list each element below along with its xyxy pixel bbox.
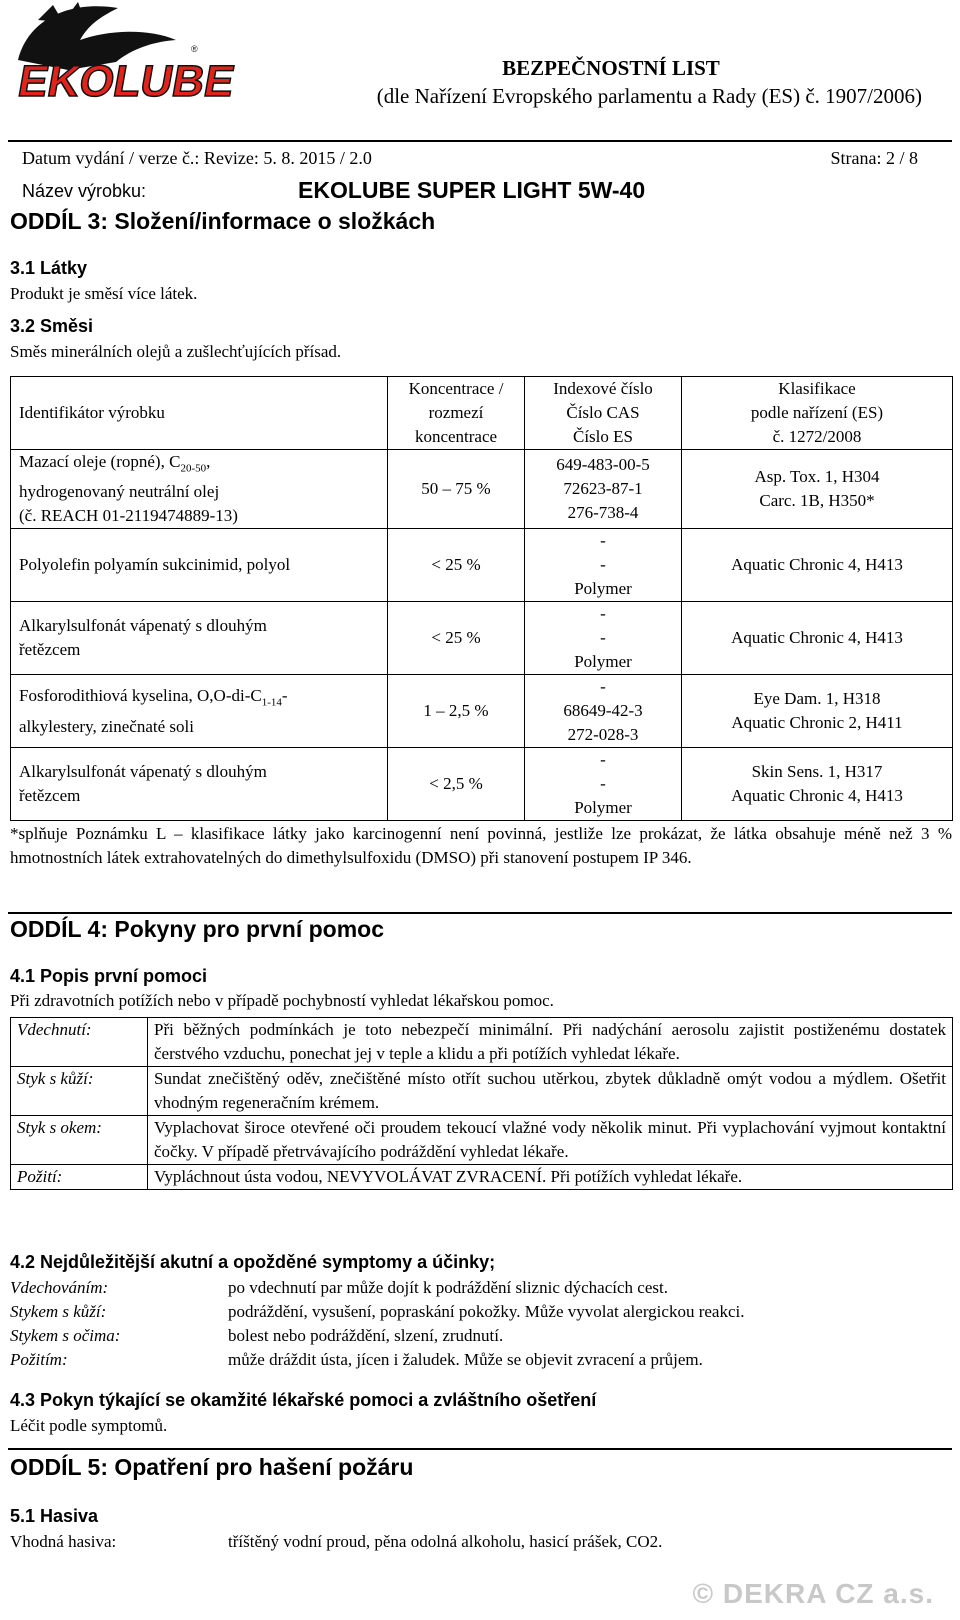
cell-index: - - Polymer bbox=[525, 748, 682, 821]
footer-copyright: © DEKRA CZ a.s. bbox=[692, 1578, 934, 1609]
table-header-row bbox=[11, 377, 953, 450]
symptom-value: může dráždit ústa, jícen i žaludek. Může se objevit zvracení a průjem. bbox=[228, 1350, 703, 1369]
product-label: Název výrobku: bbox=[22, 181, 147, 201]
section31-text: Produkt je směsí více látek. bbox=[10, 284, 198, 303]
section3-heading: ODDÍL 3: Složení/informace o složkách bbox=[10, 208, 436, 234]
table-row bbox=[11, 450, 953, 529]
symptom-key: Stykem s kůží: bbox=[10, 1302, 107, 1321]
cell-class: Asp. Tox. 1, H304 Carc. 1B, H350* bbox=[682, 450, 953, 529]
cell-class: Aquatic Chronic 4, H413 bbox=[682, 529, 953, 602]
aid-key: Vdechnutí: bbox=[11, 1018, 148, 1067]
section43-text: Léčit podle symptomů. bbox=[10, 1416, 168, 1435]
cell-conc: < 25 % bbox=[388, 529, 525, 602]
section-divider bbox=[8, 912, 952, 914]
section43-title: 4.3 Pokyn týkající se okamžité lékařské pomoci a zvláštního ošetření bbox=[10, 1390, 597, 1410]
cell-ident: Fosforodithiová kyselina, $O,O-di-C_{1-14}-$ alkylestery, zinečnaté soli bbox=[11, 675, 388, 748]
section5-heading: ODDÍL 5: Opatření pro hašení požáru bbox=[10, 1454, 414, 1480]
cell-ident: Mazací oleje (ropné), $C_{20-50}$, hydrogenovaný neutrální olej (č. REACH 01-2119474889-13) bbox=[11, 450, 388, 529]
cell-index: - - Polymer bbox=[525, 529, 682, 602]
aid-value: Vyplachovat široce otevřené oči proudem tekoucí vlažné vody několik minut. Při vyplachování vyjmout kontaktní čočky. V případě přetrvávajícího podráždění vyhledat lékaře. bbox=[148, 1116, 953, 1165]
cell-conc: < 2,5 % bbox=[388, 748, 525, 821]
cell-conc: 1 – 2,5 % bbox=[388, 675, 525, 748]
aid-key: Styk s okem: bbox=[11, 1116, 148, 1165]
table-row bbox=[11, 529, 953, 602]
cell-index: - 68649-42-3 272-028-3 bbox=[525, 675, 682, 748]
section51-key: Vhodná hasiva: bbox=[10, 1532, 117, 1551]
header-conc: Koncentrace / rozmezí koncentrace bbox=[388, 377, 525, 450]
section41-text: Při zdravotních potížích nebo v případě pochybností vyhledat lékařskou pomoc. bbox=[10, 991, 554, 1010]
cell-class: Skin Sens. 1, H317 Aquatic Chronic 4, H413 bbox=[682, 748, 953, 821]
symptom-key: Vdechováním: bbox=[10, 1278, 109, 1297]
section41-title: 4.1 Popis první pomoci bbox=[10, 966, 208, 986]
cell-index: - - Polymer bbox=[525, 602, 682, 675]
aid-value: Vypláchnout ústa vodou, NEVYVOLÁVAT ZVRACENÍ. Při potížích vyhledat lékaře. bbox=[148, 1165, 953, 1190]
header-ident: Identifikátor výrobku bbox=[11, 377, 388, 450]
section32-text: Směs minerálních olejů a zušlechťujících přísad. bbox=[10, 342, 342, 361]
table-row bbox=[11, 1116, 953, 1165]
aid-key: Požití: bbox=[11, 1165, 148, 1190]
aid-value: Při běžných podmínkách je toto nebezpečí minimální. Při nadýchání aerosolu zajistit postiženému dostatek čerstvého vzduchu, ponechat jej v teple a klidu a při potížích vyhledat lékaře. bbox=[148, 1018, 953, 1067]
svg-text:®: ® bbox=[191, 44, 198, 54]
table-row bbox=[11, 1067, 953, 1116]
header-class: Klasifikace podle nařízení (ES) č. 1272/2008 bbox=[682, 377, 953, 450]
symptom-key: Požitím: bbox=[10, 1350, 68, 1369]
section32-title: 3.2 Směsi bbox=[10, 316, 94, 336]
svg-text:EKOLUBE: EKOLUBE bbox=[14, 57, 239, 106]
cell-ident: Polyolefin polyamín sukcinimid, polyol bbox=[11, 529, 388, 602]
cell-conc: 50 – 75 % bbox=[388, 450, 525, 529]
footnote: *splňuje Poznámku L – klasifikace látky jako karcinogenní není povinná, jestliže lze prokázat, že látka obsahuje méně než 3 % hmotnostních látek extrahovatelných do dimethylsulfoxidu (DMSO) při stanovení postupem IP 346. bbox=[10, 824, 952, 867]
ekolube-logo bbox=[8, 0, 239, 118]
section-divider bbox=[8, 1448, 952, 1450]
section42-title: 4.2 Nejdůležitější akutní a opožděné symptomy a účinky; bbox=[10, 1252, 496, 1272]
section51-title: 5.1 Hasiva bbox=[10, 1506, 99, 1526]
table-row bbox=[11, 1165, 953, 1190]
table-row bbox=[11, 602, 953, 675]
symptom-key: Stykem s očima: bbox=[10, 1326, 121, 1345]
doc-subtitle: (dle Nařízení Evropského parlamentu a Rady (ES) č. 1907/2006) bbox=[376, 84, 922, 108]
composition-table bbox=[10, 376, 953, 821]
cell-ident: Alkarylsulfonát vápenatý s dlouhým řetězcem bbox=[11, 602, 388, 675]
table-row bbox=[11, 675, 953, 748]
cell-class: Aquatic Chronic 4, H413 bbox=[682, 602, 953, 675]
doc-title: BEZPEČNOSTNÍ LIST bbox=[502, 56, 720, 80]
symptom-value: bolest nebo podráždění, slzení, zrudnutí. bbox=[228, 1326, 504, 1345]
section4-heading: ODDÍL 4: Pokyny pro první pomoc bbox=[10, 916, 385, 942]
section31-title: 3.1 Látky bbox=[10, 258, 88, 278]
cell-class: Eye Dam. 1, H318 Aquatic Chronic 2, H411 bbox=[682, 675, 953, 748]
issue-date: Datum vydání / verze č.: Revize: 5. 8. 2015 / 2.0 bbox=[22, 148, 372, 168]
aid-key: Styk s kůží: bbox=[11, 1067, 148, 1116]
first-aid-table bbox=[10, 1017, 953, 1190]
product-name: EKOLUBE SUPER LIGHT 5W-40 bbox=[298, 177, 646, 203]
aid-value: Sundat znečištěný oděv, znečištěné místo otřít suchou utěrkou, zbytek důkladně omýt vodou a mýdlem. Ošetřit vhodným regeneračním krémem. bbox=[148, 1067, 953, 1116]
cell-index: 649-483-00-5 72623-87-1 276-738-4 bbox=[525, 450, 682, 529]
table-row bbox=[11, 748, 953, 821]
symptom-value: podráždění, vysušení, popraskání pokožky. Může vyvolat alergickou reakci. bbox=[228, 1302, 745, 1321]
section51-value: tříštěný vodní proud, pěna odolná alkoholu, hasicí prášek, CO2. bbox=[228, 1532, 663, 1551]
page-number: Strana: 2 / 8 bbox=[830, 148, 918, 168]
cell-ident: Alkarylsulfonát vápenatý s dlouhým řetězcem bbox=[11, 748, 388, 821]
symptom-value: po vdechnutí par může dojít k podráždění sliznic dýchacích cest. bbox=[228, 1278, 668, 1297]
table-row bbox=[11, 1018, 953, 1067]
header-index: Indexové číslo Číslo CAS Číslo ES bbox=[525, 377, 682, 450]
cell-conc: < 25 % bbox=[388, 602, 525, 675]
